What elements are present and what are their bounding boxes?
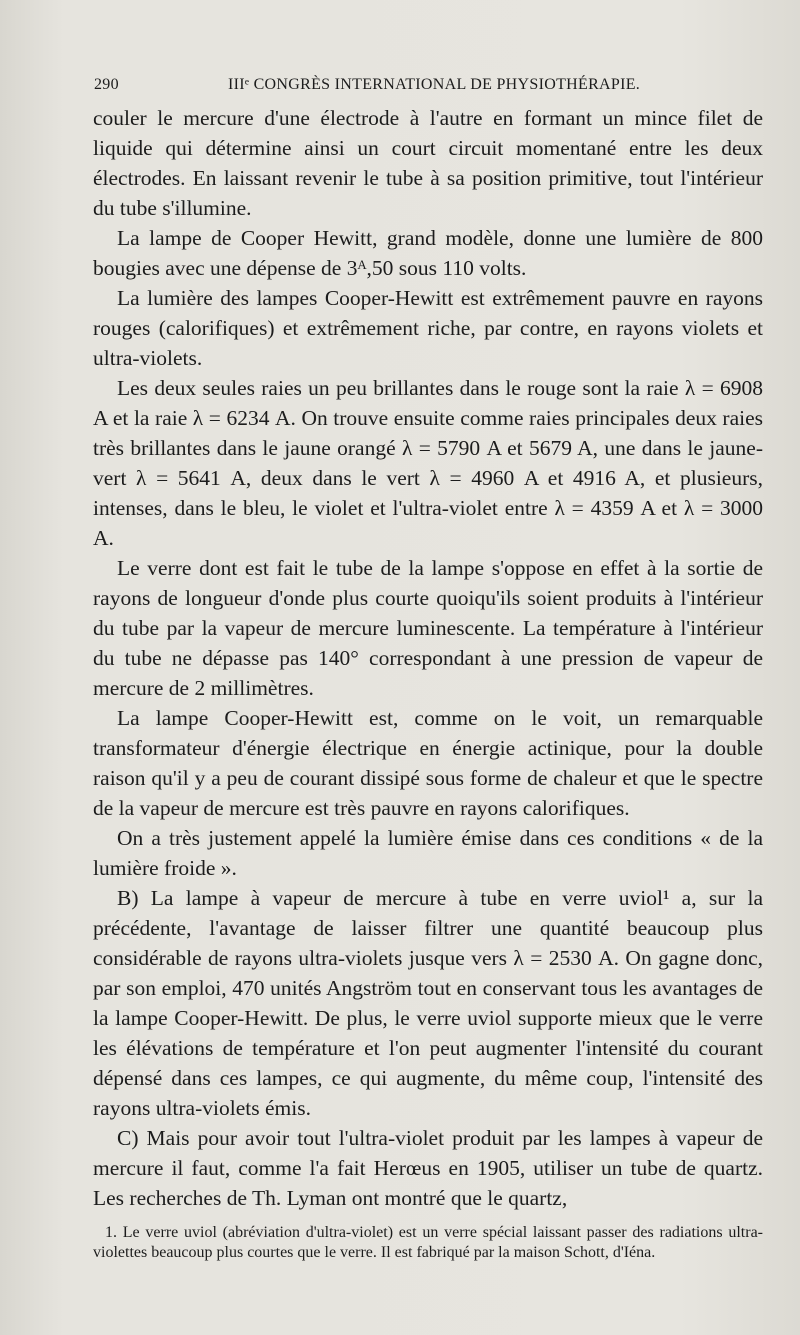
paragraph-uviol-lamp: B) La lampe à vapeur de mercure à tube en verre uviol¹ a, sur la précédente, l'avantage de laisser filtrer une quantité beaucoup plus considérable de rayons ultra-violets jusque vers λ = 2530 A. On gagne donc, par son emploi, 470 unités Angström tout en conservant tous les avantages de la lampe Cooper-Hewitt. De plus, le verre uviol supporte mieux que le verre les élévations de température et l'on peut augmenter l'intensité du courant dépensé dans ces lampes, ce qui augmente, du même coup, l'intensité des rayons ultra-violets émis. xyxy=(93,886,763,1120)
paragraph-quartz-tube: C) Mais pour avoir tout l'ultra-violet produit par les lampes à vapeur de mercure il faut, comme l'a fait Herœus en 1905, utiliser un tube de quartz. Les recherches de Th. Lyman ont montré que le quartz, xyxy=(93,1126,763,1210)
body-text xyxy=(93,103,763,1213)
paragraph-glass-tube: Le verre dont est fait le tube de la lampe s'oppose en effet à la sortie de rayons de longueur d'onde plus courte quoiqu'ils soient produits à l'intérieur du tube par la vapeur de mercure luminescente. La température à l'intérieur du tube ne dépasse pas 140° correspondant à une pression de vapeur de mercure de 2 millimètres. xyxy=(93,556,763,700)
paragraph-light-spectrum: La lumière des lampes Cooper-Hewitt est extrêmement pauvre en rayons rouges (calorifiques) et extrêmement riche, par contre, en rayons violets et ultra-violets. xyxy=(93,286,763,370)
footnote xyxy=(93,1223,763,1263)
page-number: 290 xyxy=(94,76,119,93)
paragraph-continuation: couler le mercure d'une électrode à l'autre en formant un mince filet de liquide qui détermine ainsi un court circuit momentané entre les deux électrodes. En laissant revenir le tube à sa position primitive, tout l'intérieur du tube s'illumine. xyxy=(93,106,763,220)
paragraph-transformer: La lampe Cooper-Hewitt est, comme on le voit, un remarquable transformateur d'énergie électrique en énergie actinique, pour la double raison qu'il y a peu de courant dissipé sous forme de chaleur et que le spectre de la vapeur de mercure est très pauvre en rayons calorifiques. xyxy=(93,706,763,820)
paragraph-lamp-power: La lampe de Cooper Hewitt, grand modèle, donne une lumière de 800 bougies avec une dépense de 3ᴬ,50 sous 110 volts. xyxy=(93,226,763,280)
running-header xyxy=(94,76,654,98)
paragraph-spectral-lines: Les deux seules raies un peu brillantes dans le rouge sont la raie λ = 6908 A et la raie λ = 6234 A. On trouve ensuite comme raies principales deux raies très brillantes dans le jaune orangé λ = 5790 A et 5679 A, une dans le jaune-vert λ = 5641 A, deux dans le vert λ = 4960 A et 4916 A, et plusieurs, intenses, dans le bleu, le violet et l'ultra-violet entre λ = 4359 A et λ = 3000 A. xyxy=(93,376,763,550)
footnote-text: 1. Le verre uviol (abréviation d'ultra-violet) est un verre spécial laissant passer des radiations ultra-violettes beaucoup plus courtes que le verre. Il est fabriqué par la maison Schott, d'Iéna. xyxy=(93,1224,763,1261)
paragraph-cold-light: On a très justement appelé la lumière émise dans ces conditions « de la lumière froide ». xyxy=(93,826,763,880)
running-title: IIIᵉ CONGRÈS INTERNATIONAL DE PHYSIOTHÉRAPIE. xyxy=(228,76,641,93)
